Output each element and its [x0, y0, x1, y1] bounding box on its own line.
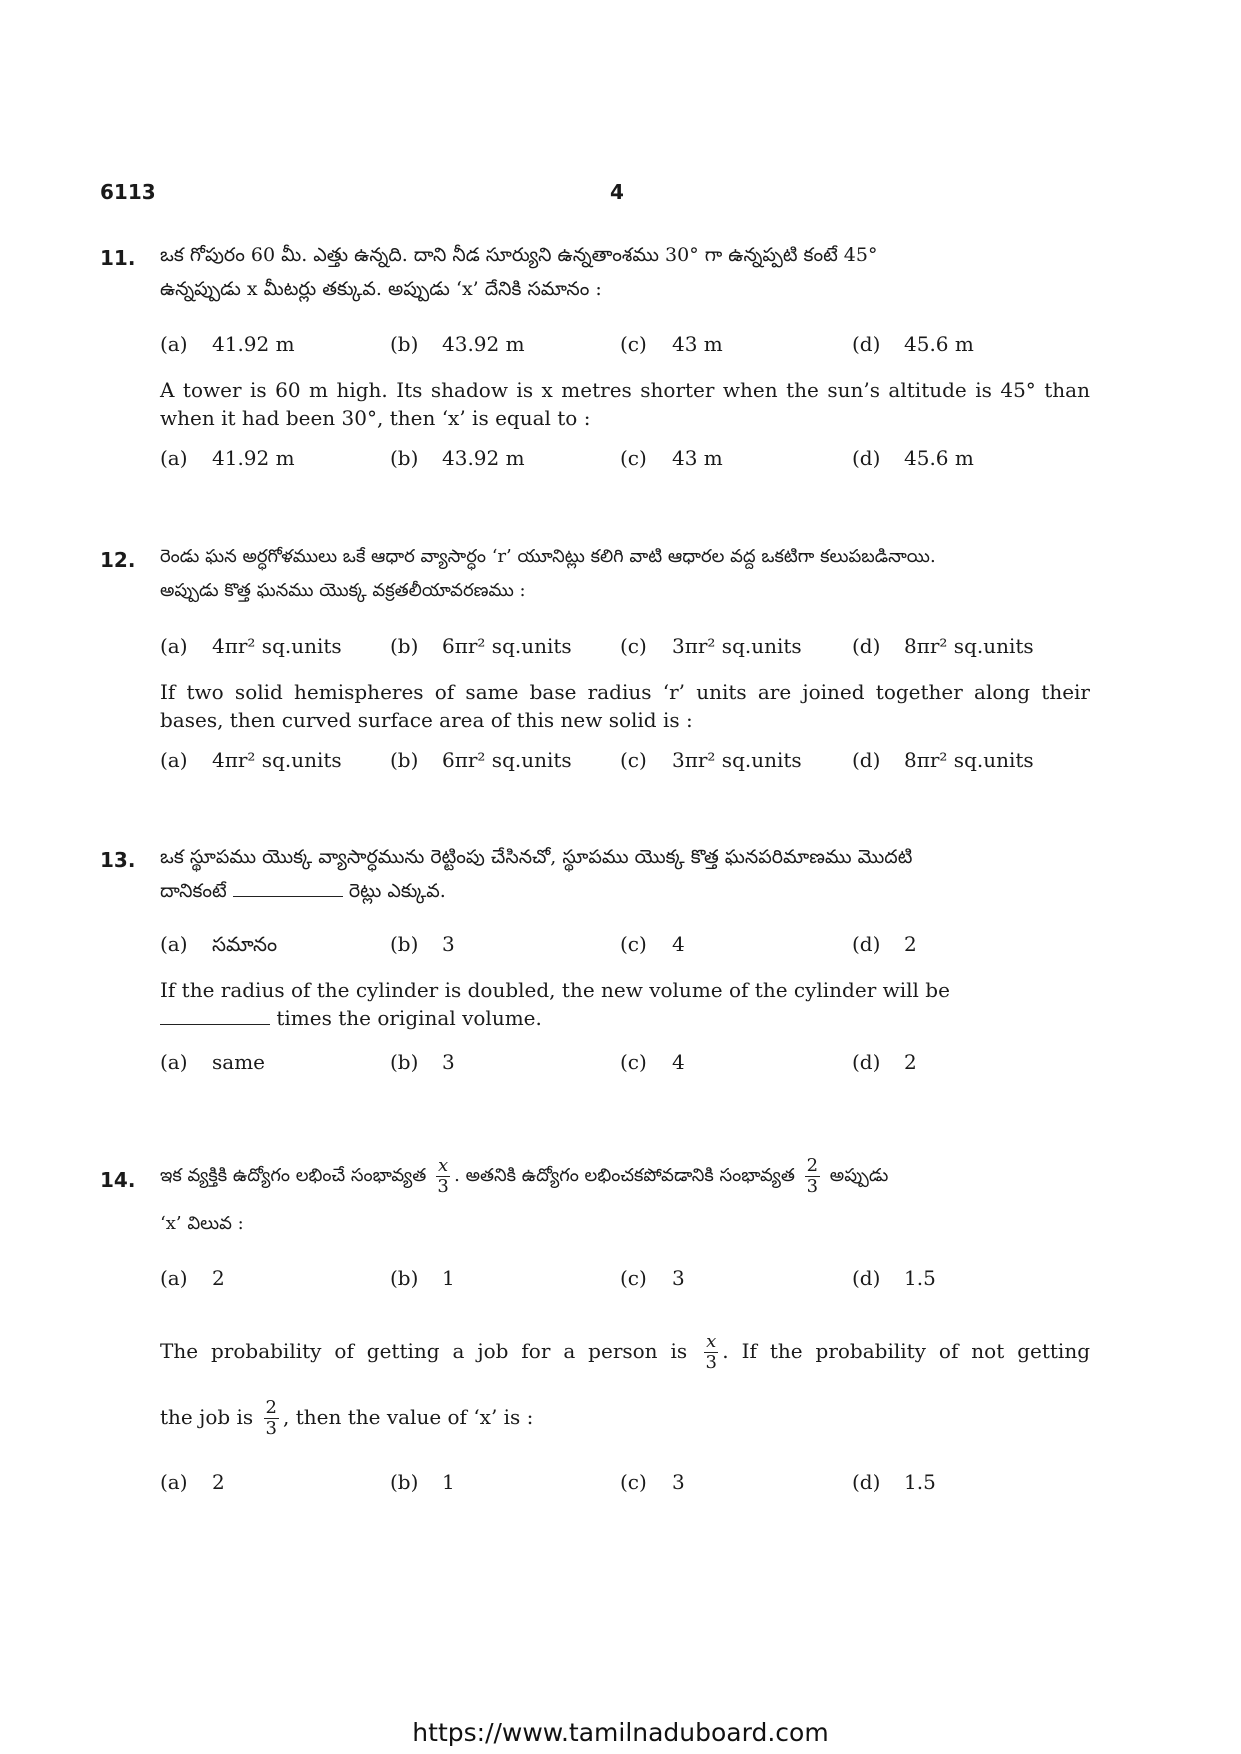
question-number-14: 14. [100, 1168, 136, 1192]
q14-english-options [160, 1470, 1090, 1500]
q11-english-text: A tower is 60 m high. Its shadow is x metres shorter when the sun’s altitude is 45° than when it had been 30°, then ‘x’ is equal to : [160, 378, 1090, 430]
option-a: (a) same [160, 1050, 265, 1074]
q11-english-options [160, 446, 1090, 476]
option-c: (c) 3 [620, 1266, 685, 1290]
option-d: (d) 8πr² sq.units [852, 748, 1034, 772]
q12-telugu-options [160, 634, 1090, 664]
option-c: (c) 3πr² sq.units [620, 634, 802, 658]
option-d: (d) 1.5 [852, 1266, 936, 1290]
option-d: (d) 45.6 m [852, 446, 974, 470]
fill-in-blank [233, 878, 343, 897]
fraction-x-over-3: $\frac{x}{3}$ [437, 1154, 449, 1197]
q13-telugu-text [160, 840, 1086, 908]
option-a: (a) 4πr² sq.units [160, 634, 342, 658]
q12-telugu-line-1: రెండు ఘన అర్ధగోళములు ఒకే ఆధార వ్యాసార్ధం ‘r’ యూనిట్లు కలిగి వాటి ఆధారల వద్ద ఒకటిగా కలుపబడినాయి. [160, 546, 936, 567]
option-b: (b) 43.92 m [390, 332, 525, 356]
option-a: (a) 2 [160, 1266, 225, 1290]
option-b: (b) 6πr² sq.units [390, 634, 572, 658]
option-c: (c) 43 m [620, 332, 723, 356]
q11-telugu-options [160, 332, 1090, 362]
question-number-12: 12. [100, 548, 136, 572]
fraction-x-over-3: $\frac{x}{3}$ [705, 1331, 717, 1373]
q11-telugu-line-1: ఒక గోపురం 60 మీ. ఎత్తు ఉన్నది. దాని నీడ సూర్యుని ఉన్నతాంశము 30° గా ఉన్నప్పటి కంటే 45° [160, 244, 878, 266]
option-d: (d) 8πr² sq.units [852, 634, 1034, 658]
option-a: (a) 2 [160, 1470, 225, 1494]
paper-code: 6113 [100, 180, 156, 204]
option-b: (b) 6πr² sq.units [390, 748, 572, 772]
q14-english-line-2: the job is $\frac{2}{3}$ , then the value of ‘x’ is : [160, 1397, 534, 1439]
option-b: (b) 3 [390, 1050, 455, 1074]
question-number-11: 11. [100, 246, 136, 270]
option-b: (b) 1 [390, 1266, 455, 1290]
fraction-2-over-3: $\frac{2}{3}$ [806, 1154, 819, 1197]
q13-english-line-1: If the radius of the cylinder is doubled, the new volume of the cylinder will be [160, 978, 950, 1002]
fraction-2-over-3: $\frac{2}{3}$ [265, 1397, 277, 1439]
q14-telugu-options [160, 1266, 1090, 1296]
q13-english-text [160, 976, 1090, 1032]
option-b: (b) 3 [390, 932, 455, 956]
q14-english-text [160, 1318, 1090, 1450]
q14-telugu-line-1: ఇక వ్యక్తికి ఉద్యోగం లభించే సంభావ్యత $\frac{x}{3}$ . అతనికి ఉద్యోగం లభించకపోవడానికి సంభావ్యత $\frac{2}{3}$ అప్పుడు [160, 1154, 889, 1197]
option-d: (d) 2 [852, 1050, 917, 1074]
option-c: (c) 4 [620, 932, 685, 956]
option-d: (d) 2 [852, 932, 917, 956]
q13-english-options [160, 1050, 1090, 1080]
q13-telugu-options [160, 932, 1090, 962]
option-c: (c) 4 [620, 1050, 685, 1074]
q11-telugu-line-2: ఉన్నప్పుడు x మీటర్లు తక్కువ. అప్పుడు ‘x’ దేనికి సమానం : [160, 278, 602, 300]
footer-url: https://www.tamilnaduboard.com [412, 1718, 829, 1747]
q12-english-options [160, 748, 1090, 778]
option-c: (c) 43 m [620, 446, 723, 470]
q12-telugu-text [160, 540, 1086, 608]
q13-telugu-line-1: ఒక స్థూపము యొక్క వ్యాసార్ధమును రెట్టింపు చేసినచో, స్థూపము యొక్క కొత్త ఘనపరిమాణము మొదటి [160, 846, 913, 868]
q14-telugu-text [160, 1148, 1086, 1244]
option-c: (c) 3πr² sq.units [620, 748, 802, 772]
option-c: (c) 3 [620, 1470, 685, 1494]
option-b: (b) 43.92 m [390, 446, 525, 470]
q11-telugu-text [160, 238, 1086, 306]
option-d: (d) 1.5 [852, 1470, 936, 1494]
page-number: 4 [610, 180, 624, 204]
question-number-13: 13. [100, 848, 136, 872]
option-a: (a) 4πr² sq.units [160, 748, 342, 772]
option-b: (b) 1 [390, 1470, 455, 1494]
q12-english-text: If two solid hemispheres of same base radius ‘r’ units are joined together along their bases, then curved surface area of this new solid is : [160, 680, 1090, 732]
q14-english-line-1: The probability of getting a job for a person is $\frac{x}{3}$ . If the probability of not getting [160, 1331, 1090, 1373]
q13-english-line-2: times the original volume. [160, 1004, 1090, 1032]
option-a: (a) సమానం [160, 932, 278, 956]
option-d: (d) 45.6 m [852, 332, 974, 356]
q13-telugu-line-2: దానికంటే రెట్లు ఎక్కువ. [160, 880, 446, 902]
option-a: (a) 41.92 m [160, 446, 295, 470]
fill-in-blank [160, 1006, 270, 1025]
q12-telugu-line-2: అప్పుడు కొత్త ఘనము యొక్క వక్రతలీయావరణము : [160, 580, 526, 601]
q14-telugu-line-2: ‘x’ విలువ : [160, 1213, 244, 1234]
option-a: (a) 41.92 m [160, 332, 295, 356]
